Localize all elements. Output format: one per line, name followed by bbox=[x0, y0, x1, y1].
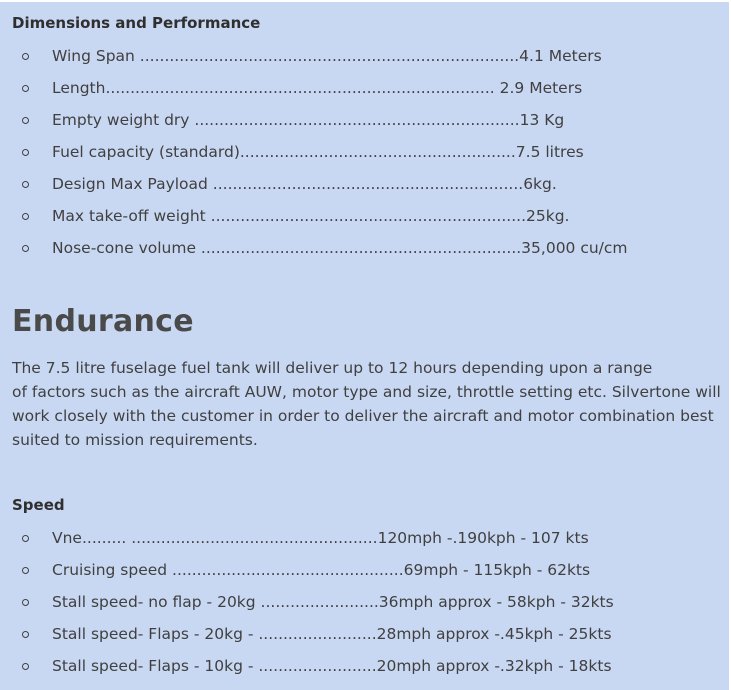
endurance-line: work closely with the customer in order to deliver the aircraft and motor combination best bbox=[12, 407, 714, 425]
endurance-line: suited to mission requirements. bbox=[12, 431, 258, 449]
bullet-icon bbox=[22, 213, 29, 220]
bullet-icon bbox=[22, 631, 29, 638]
speed-title: Speed bbox=[12, 496, 65, 514]
bullet-icon bbox=[22, 85, 29, 92]
bullet-icon bbox=[22, 53, 29, 60]
dimensions-title: Dimensions and Performance bbox=[12, 14, 261, 32]
bullet-icon bbox=[22, 117, 29, 124]
bullet-icon bbox=[22, 535, 29, 542]
bullet-icon bbox=[22, 663, 29, 670]
bullet-icon bbox=[22, 181, 29, 188]
endurance-line: The 7.5 litre fuselage fuel tank will deliver up to 12 hours depending upon a range bbox=[12, 359, 653, 377]
endurance-paragraph bbox=[12, 356, 721, 452]
content-panel: Dimensions and Performance Wing Span .............................................................................4.1 Meters Length............................................................................... 2.9 Meters Empty weight dry ..................................................................13 Kg Fuel capacity (standard)........................................................7.5 litres Design Max Payload ...............................................................6kg. Max take-off weight ................................................................25kg. Nose-cone volume .................................................................35,000 cu/cm Endurance The 7.5 litre fuselage fuel tank will deliver up to 12 hours depending upon a range of factors such as the aircraft AUW, motor type and size, throttle setting etc. Silvertone will work closely with the customer in order to deliver the aircraft and motor combination best suited to mission requirements. Speed Vne......... ..................................................120mph -.190kph - 107 kts Cruising speed ...............................................69mph - 115kph - 62kts Stall speed- no flap - 20kg ........................36mph approx - 58kph - 32kts Stall speed- Flaps - 20kg - ........................28mph approx -.45kph - 25kts Stall speed- Flaps - 10kg - ........................20mph approx -.32kph - 18kts bbox=[0, 2, 731, 690]
endurance-line: of factors such as the aircraft AUW, motor type and size, throttle setting etc. Silvertone will bbox=[12, 383, 721, 401]
bullet-icon bbox=[22, 149, 29, 156]
bullet-icon bbox=[22, 245, 29, 252]
bullet-icon bbox=[22, 567, 29, 574]
bullet-icon bbox=[22, 599, 29, 606]
endurance-heading: Endurance bbox=[12, 304, 194, 339]
